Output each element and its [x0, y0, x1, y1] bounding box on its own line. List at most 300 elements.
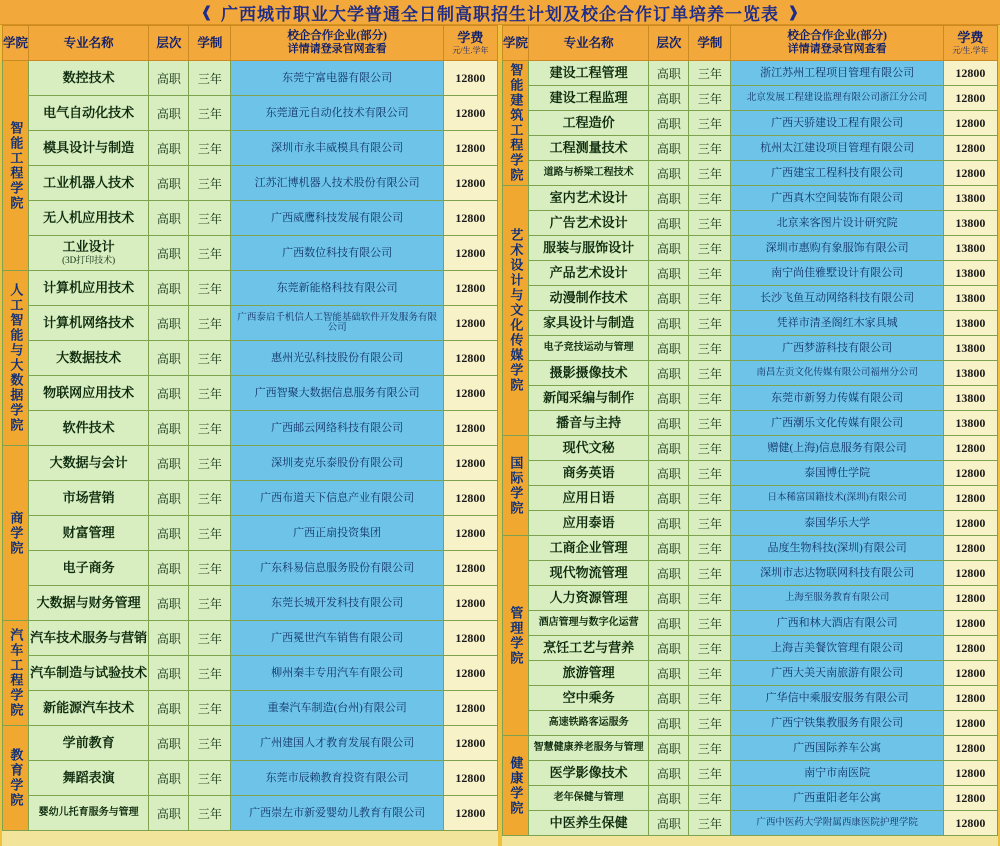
- major-label: 现代文秘: [562, 439, 615, 455]
- major-label: 道路与桥梁工程技术: [543, 167, 634, 179]
- coop-company-cell: 长沙飞鱼互动网络科技有限公司: [731, 286, 943, 311]
- major-label: 空中乘务: [562, 689, 615, 705]
- school-label: 智能建筑工程学院: [508, 63, 524, 183]
- coop-company-cell: 广西数位科技有限公司: [231, 236, 443, 271]
- length-cell: 三年: [189, 61, 231, 96]
- fee-cell: 13800: [943, 411, 997, 436]
- major-cell: [529, 811, 649, 836]
- fee-cell: 12800: [943, 461, 997, 486]
- major-cell: [29, 656, 149, 691]
- level-cell: 高职: [649, 511, 689, 536]
- table-row: [3, 341, 498, 376]
- major-cell: [529, 661, 649, 686]
- length-cell: 三年: [689, 411, 731, 436]
- table-row: [3, 656, 498, 691]
- major-label: 工程造价: [562, 114, 615, 130]
- level-cell: 高职: [649, 536, 689, 561]
- major-label: 计算机应用技术: [43, 279, 135, 295]
- table-row: [3, 516, 498, 551]
- major-label: 中医养生保健: [549, 814, 628, 830]
- major-label: 应用泰语: [562, 514, 615, 530]
- level-cell: 高职: [149, 726, 189, 761]
- right-table: [502, 25, 998, 836]
- left-table-header-row: [3, 26, 498, 61]
- length-cell: 三年: [689, 461, 731, 486]
- table-row: [503, 536, 998, 561]
- coop-company-cell: 泰国华乐大学: [731, 511, 943, 536]
- length-cell: 三年: [689, 786, 731, 811]
- fee-cell: 12800: [443, 796, 497, 831]
- left-table-body: [3, 61, 498, 831]
- length-cell: 三年: [689, 486, 731, 511]
- major-cell: [529, 586, 649, 611]
- table-row: [3, 481, 498, 516]
- fee-cell: 12800: [943, 636, 997, 661]
- table-row: [3, 726, 498, 761]
- length-cell: 三年: [189, 761, 231, 796]
- col-header-school: 学院: [503, 26, 529, 61]
- fee-cell: 12800: [443, 516, 497, 551]
- coop-company-cell: 东莞市辰赖教育投资有限公司: [231, 761, 443, 796]
- fee-cell: 12800: [443, 586, 497, 621]
- fee-cell: 12800: [443, 411, 497, 446]
- length-cell: 三年: [689, 61, 731, 86]
- major-label: 大数据技术: [56, 349, 122, 365]
- major-label: 医学影像技术: [549, 764, 628, 780]
- major-label: 无人机应用技术: [43, 209, 135, 225]
- major-cell: [529, 711, 649, 736]
- level-cell: 高职: [649, 186, 689, 211]
- level-cell: 高职: [149, 411, 189, 446]
- table-row: [503, 311, 998, 336]
- col-header-school: 学院: [3, 26, 29, 61]
- level-cell: 高职: [149, 96, 189, 131]
- major-cell: [529, 411, 649, 436]
- major-cell: [529, 436, 649, 461]
- fee-cell: 12800: [443, 656, 497, 691]
- major-cell: [29, 691, 149, 726]
- level-cell: 高职: [649, 86, 689, 111]
- title-deco-right: ❱: [787, 4, 800, 21]
- major-cell: [529, 286, 649, 311]
- fee-cell: 13800: [943, 311, 997, 336]
- major-label: 工程测量技术: [549, 139, 628, 155]
- table-row: [3, 691, 498, 726]
- fee-cell: 13800: [943, 186, 997, 211]
- length-cell: 三年: [689, 736, 731, 761]
- major-cell: [529, 461, 649, 486]
- major-cell: [29, 271, 149, 306]
- level-cell: 高职: [649, 286, 689, 311]
- length-cell: 三年: [689, 236, 731, 261]
- level-cell: 高职: [649, 136, 689, 161]
- length-cell: 三年: [689, 111, 731, 136]
- length-cell: 三年: [689, 186, 731, 211]
- coop-company-cell: 惠州光弘科技股份有限公司: [231, 341, 443, 376]
- table-row: [503, 236, 998, 261]
- fee-cell: 12800: [943, 586, 997, 611]
- col-header-fee-label: 学费: [457, 29, 484, 45]
- coop-company-cell: 广东科易信息服务股份有限公司: [231, 551, 443, 586]
- fee-cell: 12800: [443, 201, 497, 236]
- coop-company-cell: 广州建国人才教育发展有限公司: [231, 726, 443, 761]
- major-cell: [529, 61, 649, 86]
- major-cell: [29, 236, 149, 271]
- table-row: [503, 686, 998, 711]
- length-cell: 三年: [189, 656, 231, 691]
- table-row: [3, 201, 498, 236]
- coop-company-cell: 江苏汇博机器人技术股份有限公司: [231, 166, 443, 201]
- title-deco-left: ❰: [200, 4, 213, 21]
- school-cell: [3, 726, 29, 831]
- fee-cell: 12800: [943, 611, 997, 636]
- major-cell: [29, 481, 149, 516]
- major-cell: [29, 61, 149, 96]
- coop-company-cell: 广西和林大酒店有限公司: [731, 611, 943, 636]
- major-label: 酒店管理与数字化运营: [538, 617, 639, 629]
- length-cell: 三年: [189, 306, 231, 341]
- coop-company-cell: 东莞市新努力传媒有限公司: [731, 386, 943, 411]
- coop-company-cell: 广西重阳老年公寓: [731, 786, 943, 811]
- length-cell: 三年: [689, 311, 731, 336]
- major-cell: [29, 306, 149, 341]
- coop-company-cell: 北京发展工程建设监理有限公司浙江分公司: [731, 86, 943, 111]
- left-table: [2, 25, 498, 831]
- major-cell: [529, 611, 649, 636]
- major-label: 服装与服饰设计: [543, 239, 635, 255]
- coop-company-cell: 广西真木空间装饰有限公司: [731, 186, 943, 211]
- level-cell: 高职: [649, 611, 689, 636]
- coop-company-cell: 东莞宁富电器有限公司: [231, 61, 443, 96]
- table-row: [503, 411, 998, 436]
- fee-cell: 13800: [943, 236, 997, 261]
- level-cell: 高职: [649, 561, 689, 586]
- fee-cell: 12800: [943, 436, 997, 461]
- table-row: [503, 661, 998, 686]
- level-cell: 高职: [649, 111, 689, 136]
- school-cell: [3, 271, 29, 446]
- level-cell: 高职: [649, 686, 689, 711]
- major-label: 智慧健康养老服务与管理: [533, 742, 644, 754]
- major-label: 现代物流管理: [549, 564, 628, 580]
- major-cell: [529, 536, 649, 561]
- table-row: [503, 86, 998, 111]
- page-title: 广西城市职业大学普通全日制高职招生计划及校企合作订单培养一览表: [221, 4, 779, 24]
- coop-company-cell: 浙江苏州工程项目管理有限公司: [731, 61, 943, 86]
- length-cell: 三年: [689, 636, 731, 661]
- col-header-coop-line2: 详情请登录官网查看: [787, 43, 887, 56]
- table-row: [503, 736, 998, 761]
- length-cell: 三年: [689, 386, 731, 411]
- level-cell: 高职: [649, 586, 689, 611]
- table-row: [3, 796, 498, 831]
- level-cell: 高职: [149, 201, 189, 236]
- school-cell: [3, 61, 29, 271]
- length-cell: 三年: [189, 796, 231, 831]
- major-cell: [29, 96, 149, 131]
- table-row: [503, 636, 998, 661]
- major-label: 摄影摄像技术: [549, 364, 628, 380]
- major-cell: [529, 561, 649, 586]
- major-cell: [29, 796, 149, 831]
- table-row: [3, 761, 498, 796]
- major-cell: [29, 551, 149, 586]
- right-column: [500, 25, 1000, 846]
- coop-company-cell: 广西布道天下信息产业有限公司: [231, 481, 443, 516]
- fee-cell: 13800: [943, 286, 997, 311]
- fee-cell: 12800: [943, 736, 997, 761]
- length-cell: 三年: [189, 481, 231, 516]
- length-cell: 三年: [189, 726, 231, 761]
- level-cell: 高职: [149, 341, 189, 376]
- right-table-header-row: [503, 26, 998, 61]
- level-cell: 高职: [649, 311, 689, 336]
- fee-cell: 12800: [443, 341, 497, 376]
- table-row: [503, 711, 998, 736]
- table-row: [3, 271, 498, 306]
- school-label: 汽车工程学院: [8, 628, 24, 718]
- major-label: 旅游管理: [562, 664, 615, 680]
- coop-company-cell: 北京来客图片设计研究院: [731, 211, 943, 236]
- level-cell: 高职: [649, 211, 689, 236]
- fee-cell: 12800: [443, 761, 497, 796]
- length-cell: 三年: [189, 131, 231, 166]
- coop-company-cell: 泰国博仕学院: [731, 461, 943, 486]
- length-cell: 三年: [189, 621, 231, 656]
- major-label: 建设工程管理: [549, 64, 628, 80]
- major-label: 建设工程监理: [549, 89, 628, 105]
- major-cell: [529, 236, 649, 261]
- table-row: [503, 361, 998, 386]
- fee-cell: 12800: [443, 96, 497, 131]
- level-cell: 高职: [149, 166, 189, 201]
- length-cell: 三年: [689, 286, 731, 311]
- coop-company-cell: 东莞长城开发科技有限公司: [231, 586, 443, 621]
- major-label: 电子竞技运动与管理: [543, 342, 634, 354]
- major-cell: [529, 136, 649, 161]
- major-cell: [29, 586, 149, 621]
- coop-company-cell: 广西建宝工程科技有限公司: [731, 161, 943, 186]
- col-header-coop: [231, 26, 443, 61]
- school-cell: [3, 621, 29, 726]
- table-row: [503, 161, 998, 186]
- length-cell: 三年: [189, 341, 231, 376]
- level-cell: 高职: [149, 621, 189, 656]
- school-cell: [503, 736, 529, 836]
- length-cell: 三年: [189, 551, 231, 586]
- table-row: [3, 61, 498, 96]
- coop-company-cell: 广西威鹰科技发展有限公司: [231, 201, 443, 236]
- length-cell: 三年: [189, 271, 231, 306]
- level-cell: 高职: [649, 761, 689, 786]
- col-header-coop-line2: 详情请登录官网查看: [287, 43, 387, 56]
- table-row: [503, 211, 998, 236]
- coop-company-cell: 广西智聚大数据信息服务有限公司: [231, 376, 443, 411]
- coop-company-cell: 广西泰启千机信人工智能基础软件开发服务有限公司: [231, 306, 443, 341]
- level-cell: 高职: [149, 656, 189, 691]
- length-cell: 三年: [689, 336, 731, 361]
- major-cell: [29, 621, 149, 656]
- level-cell: 高职: [149, 551, 189, 586]
- major-label: 电子商务: [62, 559, 115, 575]
- coop-company-cell: 东莞新能格科技有限公司: [231, 271, 443, 306]
- school-cell: [503, 186, 529, 436]
- major-cell: [29, 201, 149, 236]
- length-cell: 三年: [189, 376, 231, 411]
- length-cell: 三年: [189, 691, 231, 726]
- coop-company-cell: 广西邮云网络科技有限公司: [231, 411, 443, 446]
- major-cell: [529, 761, 649, 786]
- table-row: [503, 586, 998, 611]
- fee-cell: 13800: [943, 261, 997, 286]
- major-label: 工业机器人技术: [43, 174, 135, 190]
- major-label: 舞蹈表演: [62, 769, 115, 785]
- fee-cell: 12800: [943, 711, 997, 736]
- fee-cell: 12800: [443, 551, 497, 586]
- table-row: [3, 621, 498, 656]
- level-cell: 高职: [649, 161, 689, 186]
- coop-company-cell: 广西中医药大学附属西康医院护理学院: [731, 811, 943, 836]
- length-cell: 三年: [689, 161, 731, 186]
- table-row: [3, 306, 498, 341]
- major-label: 新闻采编与制作: [543, 389, 635, 405]
- coop-company-cell: 广华信中乘服安服务有限公司: [731, 686, 943, 711]
- length-cell: 三年: [689, 661, 731, 686]
- col-header-fee: [943, 26, 997, 61]
- level-cell: 高职: [149, 376, 189, 411]
- major-label: 新能源汽车技术: [43, 699, 135, 715]
- coop-company-cell: 深圳市永丰威模具有限公司: [231, 131, 443, 166]
- fee-cell: 12800: [943, 161, 997, 186]
- fee-cell: 12800: [943, 536, 997, 561]
- table-row: [3, 411, 498, 446]
- col-header-level: 层次: [149, 26, 189, 61]
- fee-cell: 12800: [443, 166, 497, 201]
- fee-cell: 13800: [943, 211, 997, 236]
- coop-company-cell: 深圳麦克乐泰股份有限公司: [231, 446, 443, 481]
- school-cell: [503, 61, 529, 186]
- level-cell: 高职: [149, 796, 189, 831]
- fee-cell: 12800: [943, 811, 997, 836]
- fee-cell: 12800: [943, 686, 997, 711]
- table-row: [3, 586, 498, 621]
- fee-cell: 12800: [443, 61, 497, 96]
- fee-cell: 12800: [943, 61, 997, 86]
- level-cell: 高职: [149, 131, 189, 166]
- major-cell: [529, 211, 649, 236]
- table-row: [3, 376, 498, 411]
- level-cell: 高职: [149, 61, 189, 96]
- table-row: [503, 761, 998, 786]
- fee-cell: 12800: [943, 511, 997, 536]
- table-row: [3, 166, 498, 201]
- school-cell: [503, 436, 529, 536]
- level-cell: 高职: [649, 811, 689, 836]
- col-header-fee-unit: 元/生.学年: [452, 45, 489, 55]
- length-cell: 三年: [189, 236, 231, 271]
- fee-cell: 12800: [943, 561, 997, 586]
- table-row: [503, 436, 998, 461]
- major-label: 广告艺术设计: [549, 214, 628, 230]
- length-cell: 三年: [689, 86, 731, 111]
- coop-company-cell: 日本稀富国籍技术(深圳)有限公司: [731, 486, 943, 511]
- major-sublabel: (3D打印技术): [62, 255, 116, 266]
- fee-cell: 12800: [443, 691, 497, 726]
- major-cell: [529, 186, 649, 211]
- major-label: 商务英语: [562, 464, 615, 480]
- major-cell: [529, 161, 649, 186]
- major-label: 应用日语: [562, 489, 615, 505]
- major-label: 汽车技术服务与营销: [30, 629, 148, 645]
- col-header-major: 专业名称: [529, 26, 649, 61]
- col-header-length: 学制: [189, 26, 231, 61]
- major-label: 动漫制作技术: [549, 289, 628, 305]
- major-label: 高速铁路客运服务: [548, 717, 629, 729]
- level-cell: 高职: [649, 436, 689, 461]
- major-label: 学前教育: [62, 734, 115, 750]
- length-cell: 三年: [689, 536, 731, 561]
- major-label: 室内艺术设计: [549, 189, 628, 205]
- fee-cell: 12800: [443, 481, 497, 516]
- school-label: 国际学院: [508, 455, 524, 516]
- major-label: 大数据与会计: [49, 454, 128, 470]
- level-cell: 高职: [649, 786, 689, 811]
- school-label: 人工智能与大数据学院: [8, 283, 24, 433]
- fee-cell: 12800: [943, 86, 997, 111]
- title-bar: [0, 0, 1000, 25]
- major-cell: [529, 86, 649, 111]
- level-cell: 高职: [149, 446, 189, 481]
- major-label: 老年保健与管理: [553, 792, 624, 804]
- major-cell: [29, 411, 149, 446]
- school-cell: [503, 536, 529, 736]
- length-cell: 三年: [689, 686, 731, 711]
- table-row: [3, 131, 498, 166]
- school-cell: [3, 446, 29, 621]
- school-label: 商学院: [8, 510, 24, 556]
- table-row: [503, 386, 998, 411]
- major-label: 播音与主持: [556, 414, 622, 430]
- major-cell: [29, 761, 149, 796]
- level-cell: 高职: [649, 361, 689, 386]
- level-cell: 高职: [149, 516, 189, 551]
- fee-cell: 12800: [443, 621, 497, 656]
- school-label: 智能工程学院: [8, 120, 24, 211]
- major-label: 家具设计与制造: [543, 314, 635, 330]
- major-label: 数控技术: [62, 69, 115, 85]
- col-header-major: 专业名称: [29, 26, 149, 61]
- major-cell: [29, 376, 149, 411]
- major-cell: [529, 361, 649, 386]
- left-column: [0, 25, 500, 846]
- level-cell: 高职: [149, 691, 189, 726]
- fee-cell: 12800: [443, 376, 497, 411]
- table-row: [503, 261, 998, 286]
- table-row: [503, 611, 998, 636]
- table-row: [503, 286, 998, 311]
- coop-company-cell: 广西大美天南旅游有限公司: [731, 661, 943, 686]
- major-cell: [29, 131, 149, 166]
- coop-company-cell: 杭州太江建设项目管理有限公司: [731, 136, 943, 161]
- fee-cell: 12800: [443, 131, 497, 166]
- level-cell: 高职: [649, 711, 689, 736]
- level-cell: 高职: [149, 236, 189, 271]
- table-row: [3, 551, 498, 586]
- table-row: [503, 811, 998, 836]
- left-spacer: [2, 831, 498, 846]
- right-table-body: [503, 61, 998, 836]
- length-cell: 三年: [189, 516, 231, 551]
